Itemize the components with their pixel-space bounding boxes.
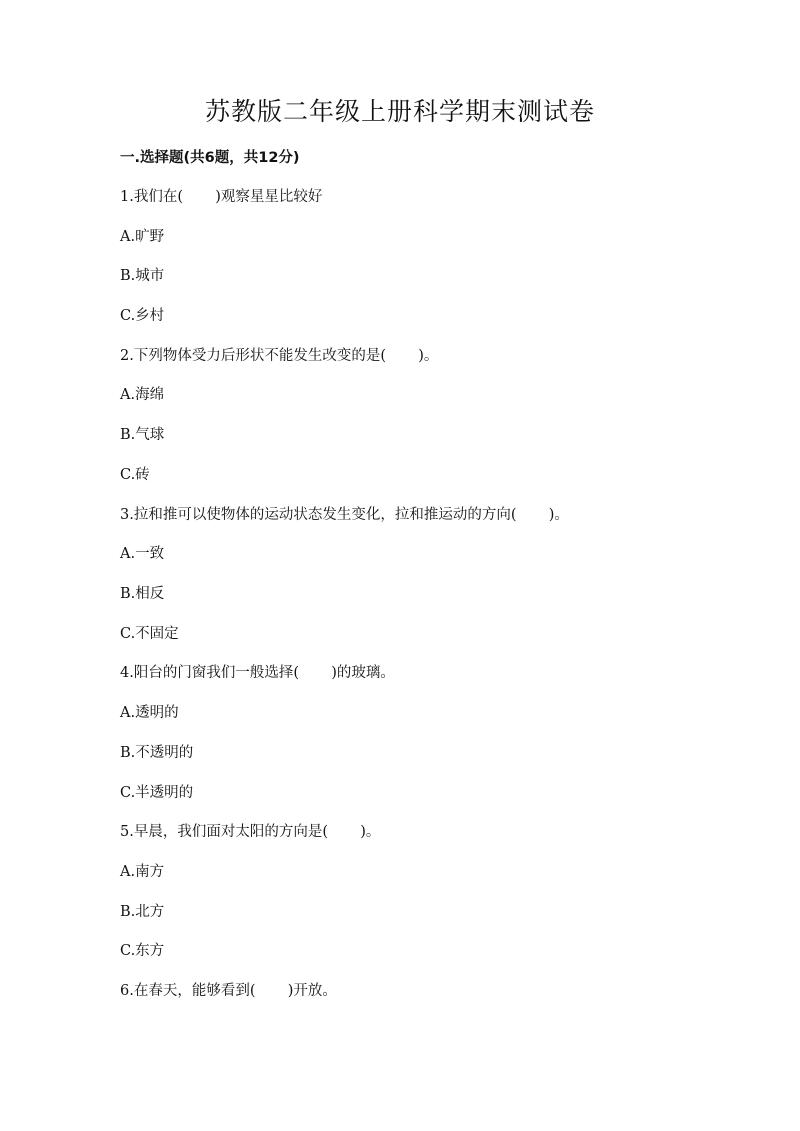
answer-option: A.海绵 [120,387,165,403]
answer-option: B.北方 [120,904,165,920]
answer-option: B.城市 [120,268,165,284]
question-stem: 3.拉和推可以使物体的运动状态发生变化，拉和推运动的方向( )。 [120,507,569,523]
answer-option: C.半透明的 [120,785,194,801]
answer-option: C.不固定 [120,626,179,642]
question-stem: 6.在春天，能够看到( )开放。 [120,983,337,999]
answer-option: B.相反 [120,586,165,602]
answer-option: A.南方 [120,864,165,880]
answer-option: C.东方 [120,943,165,959]
answer-option: B.气球 [120,427,165,443]
answer-option: C.乡村 [120,308,165,324]
answer-option: A.透明的 [120,705,179,721]
page-title: 苏教版二年级上册科学期末测试卷 [204,97,595,126]
answer-option: C.砖 [120,467,150,483]
question-stem: 1.我们在( )观察星星比较好 [120,189,323,205]
answer-option: B.不透明的 [120,745,194,761]
question-stem: 5.早晨，我们面对太阳的方向是( )。 [120,824,381,840]
section-heading: 一.选择题(共6题，共12分) [120,150,300,166]
question-stem: 4.阳台的门窗我们一般选择( )的玻璃。 [120,665,395,681]
question-stem: 2.下列物体受力后形状不能发生改变的是( )。 [120,348,439,364]
answer-option: A.一致 [120,546,165,562]
answer-option: A.旷野 [120,229,165,245]
